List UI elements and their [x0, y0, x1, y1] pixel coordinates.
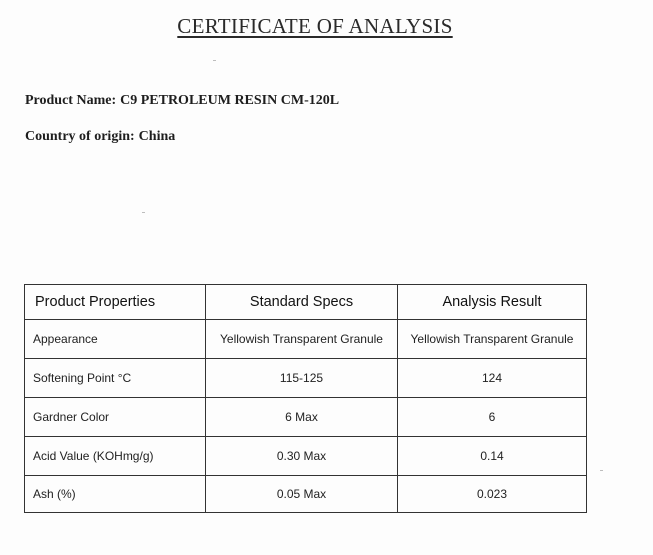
- result-cell: 0.14: [398, 437, 587, 476]
- product-name-label: Product Name:: [25, 93, 117, 108]
- spec-cell: 0.05 Max: [206, 476, 398, 513]
- property-cell: Appearance: [25, 320, 206, 359]
- property-cell: Acid Value (KOHmg/g): [25, 437, 206, 476]
- property-cell: Gardner Color: [25, 398, 206, 437]
- result-cell: 6: [398, 398, 587, 437]
- table-row: [25, 359, 587, 398]
- country-of-origin-label: Country of origin:: [25, 129, 135, 144]
- scan-speck: [142, 212, 145, 213]
- spec-cell: Yellowish Transparent Granule: [206, 320, 398, 359]
- header-standard-specs: Standard Specs: [206, 285, 398, 320]
- country-of-origin-value: China: [138, 129, 176, 144]
- analysis-table-container: [24, 284, 586, 513]
- table-row: [25, 398, 587, 437]
- product-name-value: C9 PETROLEUM RESIN CM-120L: [120, 93, 340, 108]
- property-cell: Softening Point °C: [25, 359, 206, 398]
- spec-cell: 115-125: [206, 359, 398, 398]
- document-title: CERTIFICATE OF ANALYSIS: [177, 14, 453, 38]
- result-cell: Yellowish Transparent Granule: [398, 320, 587, 359]
- result-cell: 0.023: [398, 476, 587, 513]
- product-name-line: [25, 93, 339, 109]
- table-row: [25, 437, 587, 476]
- scan-speck: [600, 470, 603, 471]
- country-of-origin-line: [25, 129, 175, 145]
- table-row: [25, 476, 587, 513]
- analysis-table: [24, 284, 587, 513]
- header-analysis-result: Analysis Result: [398, 285, 587, 320]
- header-product-properties: Product Properties: [25, 285, 206, 320]
- table-row: [25, 320, 587, 359]
- scan-speck: [213, 60, 216, 61]
- spec-cell: 6 Max: [206, 398, 398, 437]
- spec-cell: 0.30 Max: [206, 437, 398, 476]
- table-header-row: [25, 285, 587, 320]
- property-cell: Ash (%): [25, 476, 206, 513]
- result-cell: 124: [398, 359, 587, 398]
